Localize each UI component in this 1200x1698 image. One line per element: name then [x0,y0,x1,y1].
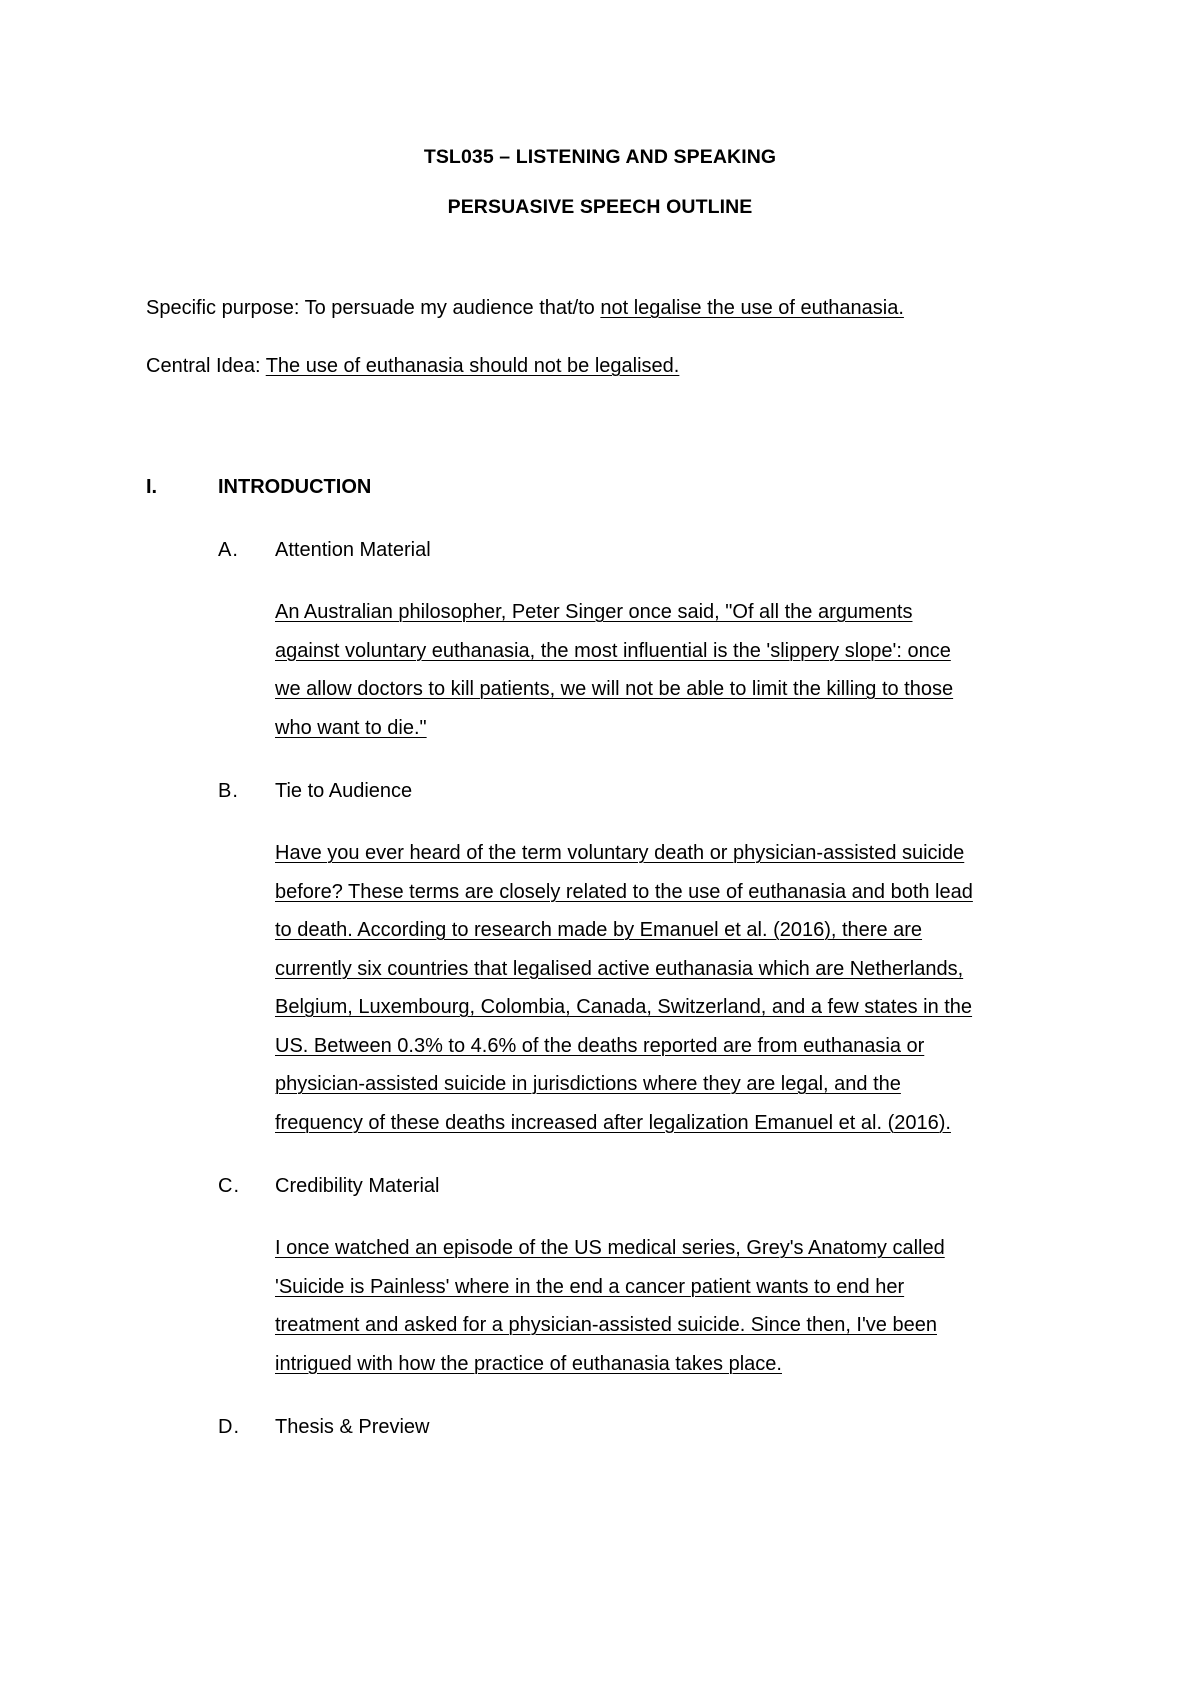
subsection-letter: C. [218,1175,240,1197]
paragraph-line: to death. According to research made by Emanuel et al. (2016), there are [275,919,923,941]
subsection-letter: D. [218,1416,240,1438]
paragraph-line: before? These terms are closely related to the use of euthanasia and both lead [275,880,973,903]
central-idea-value: The use of euthanasia should not be legalised. [265,355,680,377]
specific-purpose [146,297,904,320]
subsection-title-tie-to-audience: Tie to Audience [275,780,413,802]
paragraph-line: currently six countries that legalised active euthanasia which are Netherlands, [275,957,964,980]
paragraph-line: intrigued with how the practice of euthanasia takes place. [275,1352,782,1375]
paragraph-line: Have you ever heard of the term voluntary death or physician-assisted suicide [275,842,965,864]
subsection-title-thesis-preview: Thesis & Preview [275,1416,430,1438]
document-title-course: TSL035 – LISTENING AND SPEAKING [423,146,777,168]
paragraph-line: against voluntary euthanasia, the most influential is the 'slippery slope': once [275,639,951,662]
subsection-title-attention-material: Attention Material [275,539,431,561]
paragraph-line: US. Between 0.3% to 4.6% of the deaths reported are from euthanasia or [275,1034,925,1057]
paragraph-line: physician-assisted suicide in jurisdictions where they are legal, and the [275,1073,901,1095]
paragraph-line: who want to die." [275,716,427,739]
attention-material-paragraph [275,593,1075,747]
central-idea-label: Central Idea: [146,355,266,377]
credibility-material-paragraph [275,1229,1075,1383]
paragraph-line: An Australian philosopher, Peter Singer once said, "Of all the arguments [275,601,913,623]
specific-purpose-label: Specific purpose: To persuade my audience that/to [146,297,601,319]
section-title: INTRODUCTION [218,476,372,498]
section-number: I. [146,476,158,498]
subsection-letter: B. [218,780,239,802]
paragraph-line: treatment and asked for a physician-assisted suicide. Since then, I've been [275,1314,937,1336]
specific-purpose-value: not legalise the use of euthanasia. [600,297,904,319]
paragraph-line: Belgium, Luxembourg, Colombia, Canada, Switzerland, and a few states in the [275,996,973,1018]
paragraph-line: I once watched an episode of the US medical series, Grey's Anatomy called [275,1237,945,1259]
paragraph-line: frequency of these deaths increased after legalization Emanuel et al. (2016). [275,1111,951,1134]
paragraph-line: we allow doctors to kill patients, we will not be able to limit the killing to those [275,678,954,700]
tie-to-audience-paragraph [275,834,1075,1142]
paragraph-line: 'Suicide is Painless' where in the end a cancer patient wants to end her [275,1275,905,1298]
central-idea [146,355,679,378]
subsection-title-credibility-material: Credibility Material [275,1175,440,1197]
subsection-letter: A. [218,539,239,561]
document-title-outline: PERSUASIVE SPEECH OUTLINE [447,196,753,218]
